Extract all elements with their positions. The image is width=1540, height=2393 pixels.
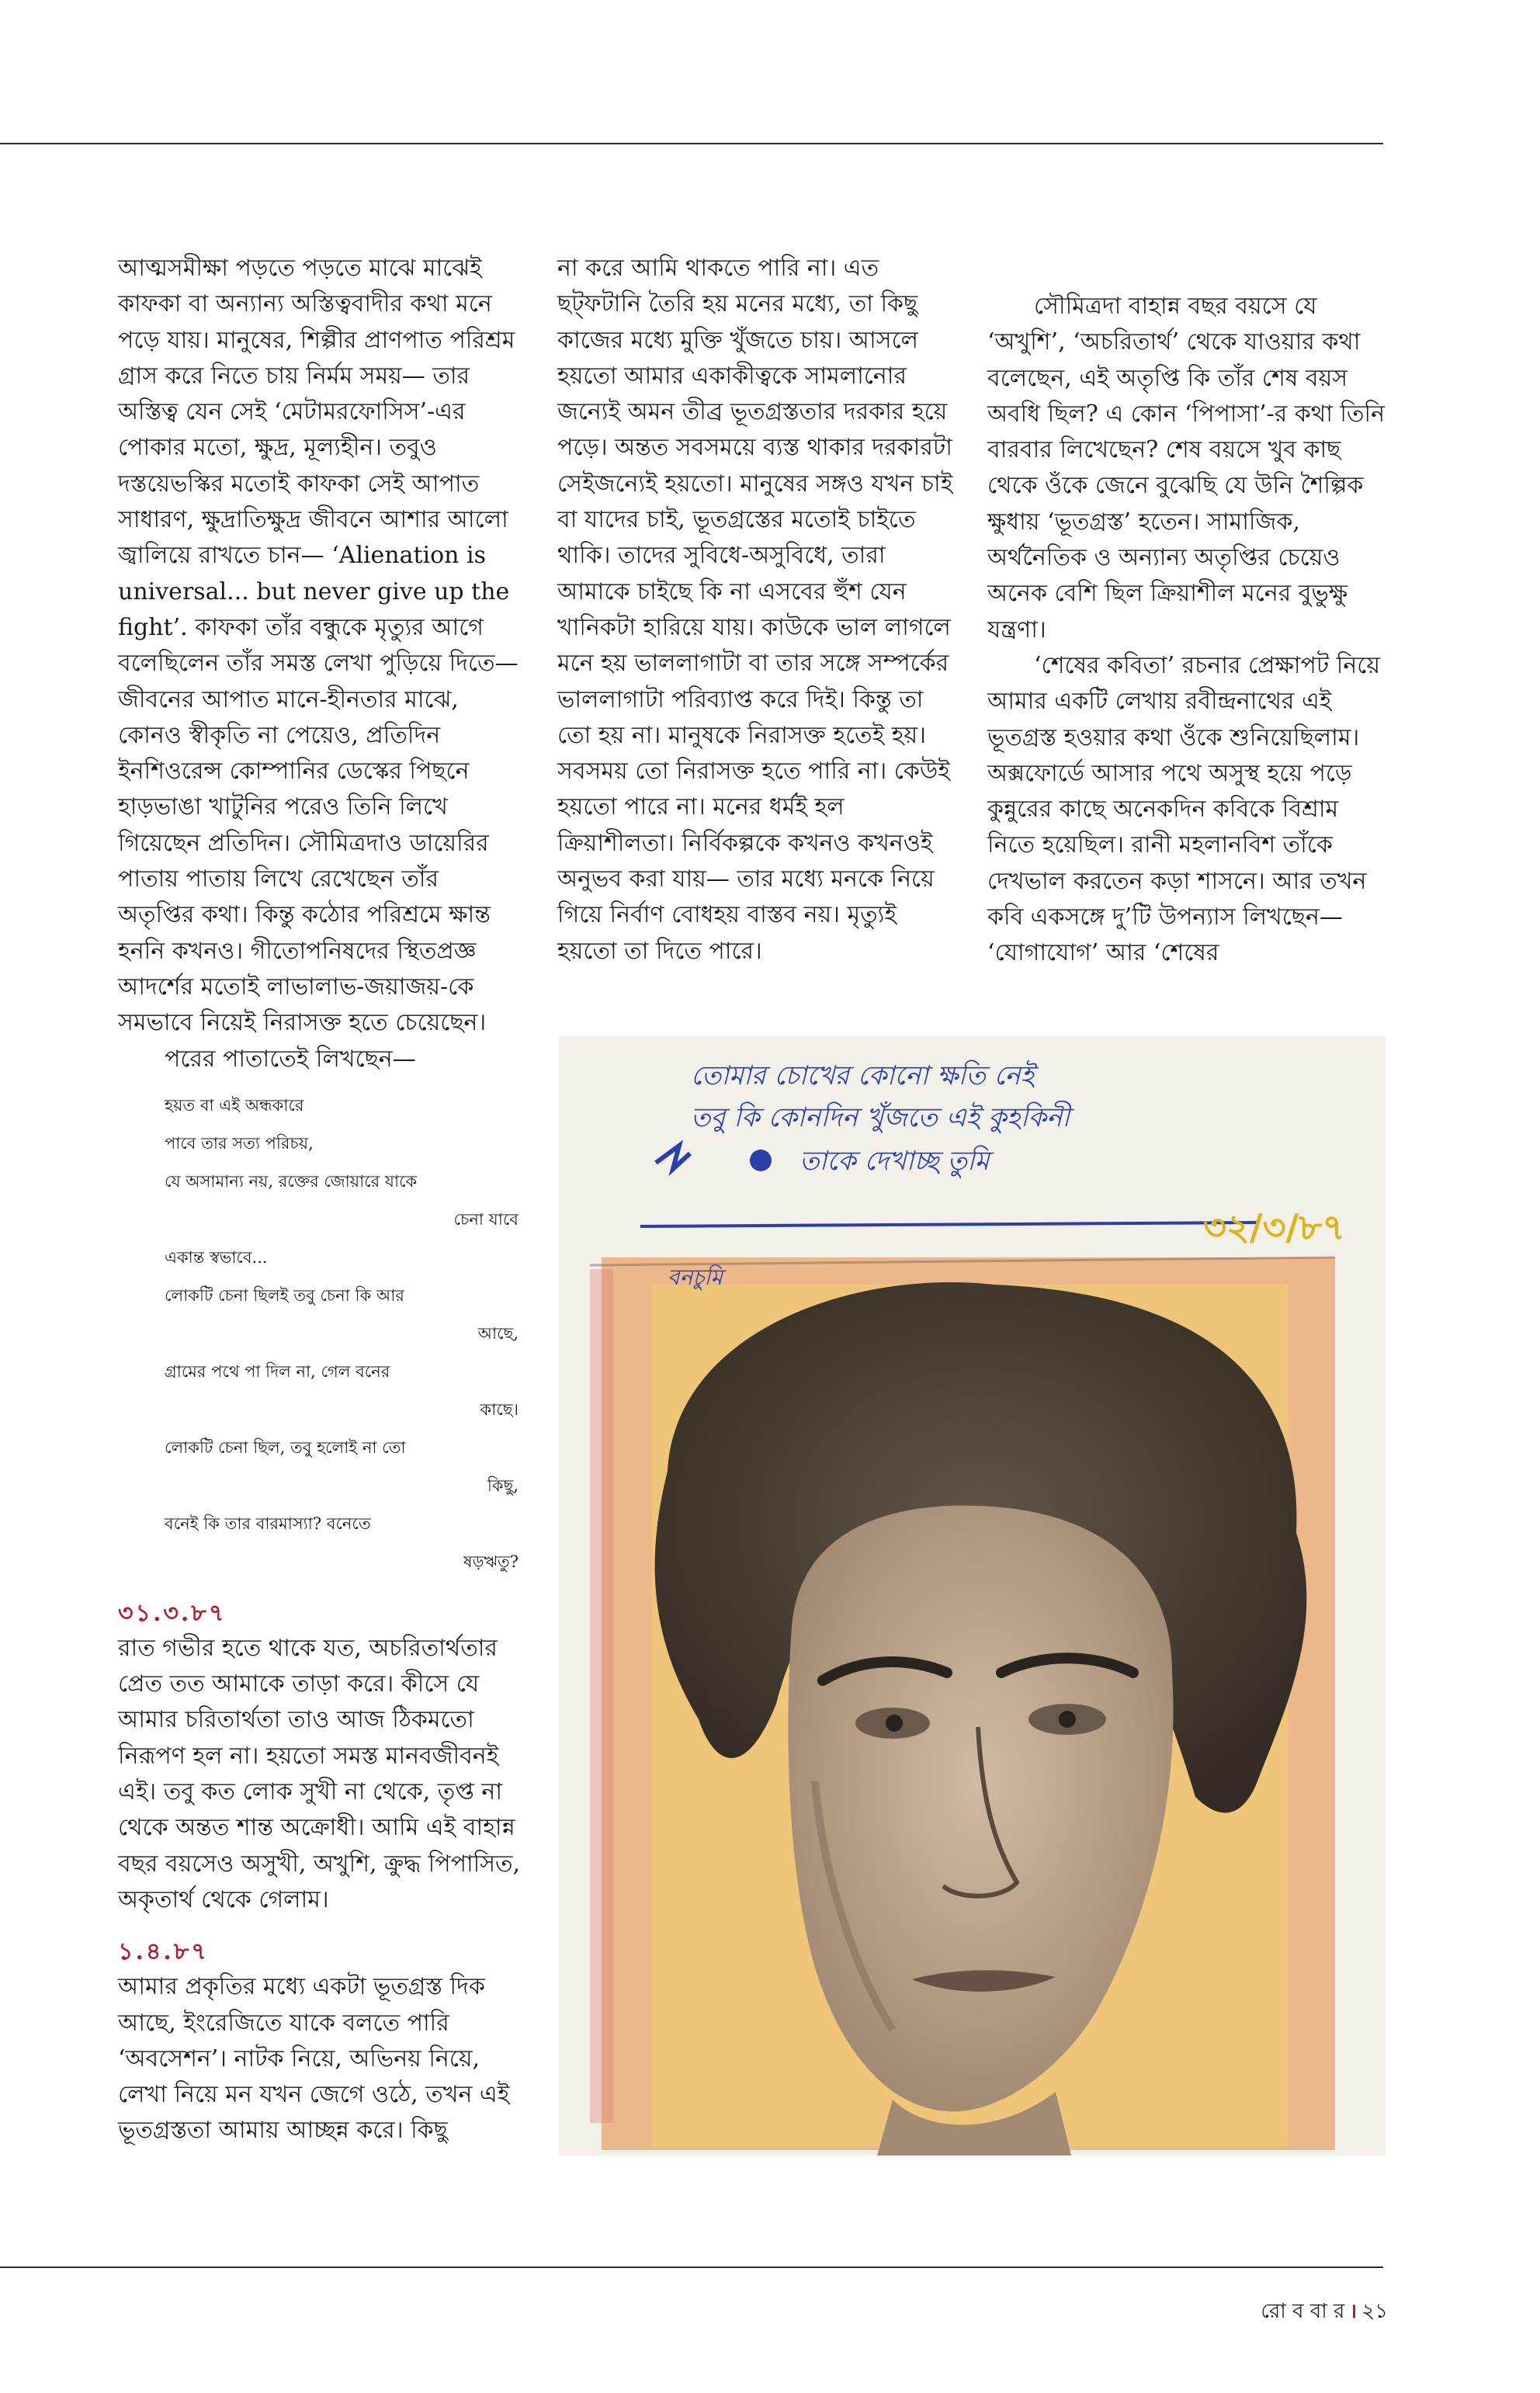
scribble-mark [750,1150,772,1171]
column-2 [557,251,961,969]
bottom-rule [0,2266,1383,2268]
handwritten-date: ৩২/৩/৮৭ [1203,1206,1346,1248]
handwritten-line-3: তাকে দেখাচ্ছ তুমি [799,1146,990,1177]
diary-entry: আমার প্রকৃতির মধ্যে একটা ভূতগ্রস্ত দিক আছে, ইংরেজিতে যাকে বলতে পারি ‘অবসেশন’। নাটক নিয়ে, অভিনয় নিয়ে, লেখা নিয়ে মন যখন জেগে ওঠে, তখন এই ভূতগ্রস্ততা আমায় আচ্ছন্ন করে। কিছু [118,1973,510,2145]
poem-line: আছে, [477,1323,519,1343]
right-pupil [1059,1711,1076,1728]
handwritten-name: বনচুমি [668,1264,723,1290]
poem-excerpt [118,1087,522,1581]
footer-separator: । [1349,2300,1358,2323]
pink-edge-wash [590,1269,613,2123]
poem-line: কাছে। [480,1399,519,1419]
poem-line: ষড়ঋতু? [463,1552,519,1571]
portrait-illustration [559,1036,1386,2155]
col1-paragraph-2: পরের পাতাতেই লিখছেন— [165,1045,416,1073]
poem-line: হয়ত বা এই অন্ধকারে [165,1095,304,1115]
portrait-artwork [559,1036,1386,2155]
poem-line: বনেই কি তার বারমাস্যা? বনেতে [165,1514,371,1533]
magazine-name: রো ব বা র [1261,2300,1345,2323]
poem-line: একান্ত স্বভাবে... [165,1247,268,1267]
column-1 [118,251,522,2149]
handwritten-line-2: তবু কি কোনদিন খুঁজতে এই কুহকিনী [691,1102,1070,1133]
col3-paragraph-1: সৌমিত্রদা বাহান্ন বছর বয়সে যে ‘অখুশি’, ‘অচরিতার্থ’ থেকে যাওয়ার কথা বলেছেন, এই অতৃপ্তি কি তাঁর শেষ বয়স অবধি ছিল? এ কোন ‘পিপাসা’-র কথা তিনি বারবার লিখেছেন? শেষ বয়সে খুব কাছ থেকে ওঁকে জেনে বুঝেছি যে উনি শৈল্পিক ক্ষুধায় ‘ভূতগ্রস্ত’ হতেন। সামাজিক, অর্থনৈতিক ও অন্যান্য অতৃপ্তির চেয়েও অনেক বেশি ছিল ক্রিয়াশীল মনের বুভুক্ষু যন্ত্রণা। [987,293,1386,643]
page-number: ২১ [1361,2300,1388,2323]
handwritten-line-1: তোমার চোখের কোনো ক্ষতি নেই [691,1060,1035,1091]
left-pupil [886,1715,903,1732]
top-rule [0,143,1383,144]
page-footer [1261,2298,1388,2325]
col1-paragraph-1: আত্মসমীক্ষা পড়তে পড়তে মাঝে মাঝেই কাফকা বা অন্যান্য অস্তিত্ববাদীর কথা মনে পড়ে যায়। মানুষের, শিল্পীর প্রাণপাত পরিশ্রম গ্রাস করে নিতে চায় নির্মম সময়— তার অস্তিত্ব যেন সেই ‘মেটামরফোসিস’-এর পোকার মতো, ক্ষুদ্র, মূল্যহীন। তবুও দস্তয়েভস্কির মতোই কাফকা সেই আপাত সাধারণ, ক্ষুদ্রাতিক্ষুদ্র জীবনে আশার আলো জ্বালিয়ে রাখতে চান— ‘Alienation is universal... but never give up the fight’. কাফকা তাঁর বন্ধুকে মৃত্যুর আগে বলেছিলেন তাঁর সমস্ত লেখা পুড়িয়ে দিতে— জীবনের আপাত মানে-হীনতার মাঝে, কোনও স্বীকৃতি না পেয়েও, প্রতিদিন ইনশিওরেন্স কোম্পানির ডেস্কের পিছনে হাড়ভাঙা খাটুনির পরেও তিনি লিখে গিয়েছেন প্রতিদিন। সৌমিত্রদাও ডায়েরির পাতায় পাতায় লিখে রেখেছেন তাঁর অতৃপ্তির কথা। কিন্তু কঠোর পরিশ্রমে ক্ষান্ত হননি কখনও। গীতোপনিষদের স্থিতপ্রজ্ঞ আদর্শের মতোই লাভালাভ-জয়াজয়-কে সমভাবে নিয়েই নিরাসক্ত হতে চেয়েছেন। [118,255,519,1037]
poem-line: পাবে তার সত্য পরিচয়, [165,1133,314,1153]
poem-line: গ্রামের পথে পা দিল না, গেল বনের [165,1361,390,1381]
col3-paragraph-2: ‘শেষের কবিতা’ রচনার প্রেক্ষাপট নিয়ে আমার একটি লেখায় রবীন্দ্রনাথের এই ভূতগ্রস্ত হওয়ার কথা ওঁকে শুনিয়েছিলাম। অক্সফোর্ডে আসার পথে অসুস্থ হয়ে পড়ে কুন্নুরের কাছে অনেকদিন কবিকে বিশ্রাম নিতে হয়েছিল। রানী মহলানবিশ তাঁকে দেখভাল করতেন কড়া শাসনে। আর তখন কবি একসঙ্গে দু’টি উপন্যাস লিখছেন— ‘যোগাযোগ’ আর ‘শেষের [987,651,1381,967]
poem-line: কিছু, [487,1476,519,1495]
poem-line: লোকটি চেনা ছিলই তবু চেনা কি আর [165,1285,404,1305]
poem-line: যে অসামান্য নয়, রক্তের জোয়ারে যাকে [165,1171,418,1191]
col2-paragraph-1: না করে আমি থাকতে পারি না। এত ছট্‌ফটানি তৈরি হয় মনের মধ্যে, তা কিছু কাজের মধ্যে মুক্তি খুঁজতে চায়। আসলে হয়তো আমার একাকীত্বকে সামলানোর জন্যেই অমন তীব্র ভূতগ্রস্ততার দরকার হয়ে পড়ে। অন্তত সবসময়ে ব্যস্ত থাকার দরকারটা সেইজন্যেই হয়তো। মানুষের সঙ্গও যখন চাই বা যাদের চাই, ভূতগ্রস্তের মতোই চাইতে থাকি। তাদের সুবিধে-অসুবিধে, তারা আমাকে চাইছে কি না এসবের হুঁশ যেন খানিকটা হারিয়ে যায়। কাউকে ভাল লাগলে মনে হয় ভাললাগাটা বা তার সঙ্গে সম্পর্কের ভাললাগাটা পরিব্যাপ্ত করে দিই। কিন্তু তা তো হয় না। মানুষকে নিরাসক্ত হতেই হয়। সবসময় তো নিরাসক্ত হতে পারি না। কেউই হয়তো পারে না। মনের ধর্মই হল ক্রিয়াশীলতা। নির্বিকল্পকে কখনও কখনওই অনুভব করা যায়— তার মধ্যে মনকে নিয়ে গিয়ে নির্বাণ বোধহয় বাস্তব নয়। মৃত্যুই হয়তো তা দিতে পারে। [557,255,953,965]
column-3 [987,289,1391,972]
diary-entry: রাত গভীর হতে থাকে যত, অচরিতার্থতার প্রেত তত আমাকে তাড়া করে। কীসে যে আমার চরিতার্থতা তাও আজ ঠিকমতো নিরূপণ হল না। হয়তো সমস্ত মানবজীবনই এই। তবু কত লোক সুখী না থেকে, তৃপ্ত না থেকে অন্তত শান্ত অক্রোধী। আমি এই বাহান্ন বছর বয়সেও অসুখী, অখুশি, ক্রুদ্ধ পিপাসিত, অকৃতার্থ থেকে গেলাম। [118,1634,521,1913]
poem-line: চেনা যাবে [453,1209,519,1229]
diary-date-heading: ১.৪.৮৭ [118,1938,209,1966]
poem-line: লোকটি চেনা ছিল, তবু হলোই না তো [165,1438,406,1457]
diary-date-heading: ৩১.৩.৮৭ [118,1599,227,1627]
